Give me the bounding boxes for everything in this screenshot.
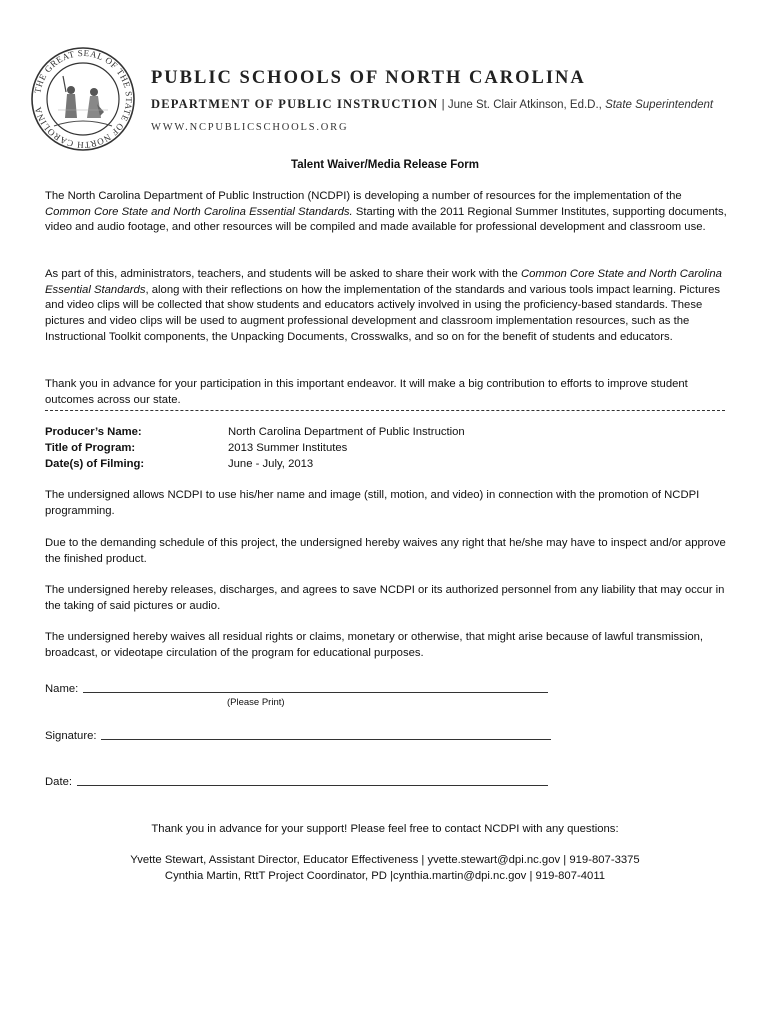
intro-p1-text: The North Carolina Department of Public Instruction (NCDPI) is developing a number of resources for the implementation of the [45,190,682,202]
intro-p1-text-end: Starting with the 2011 Regional Summer Institutes, supporting documents, video and audio footage, and other resources will be compiled and made available for professional development and classroom use. [45,205,727,234]
svg-text:THE GREAT SEAL OF THE STATE OF: THE GREAT SEAL OF THE STATE OF NORTH CAROLINA [32,47,135,151]
intro-paragraph-1 [45,189,730,236]
producer-value: North Carolina Department of Public Instruction [228,426,465,438]
dates-value: June - July, 2013 [228,458,314,470]
date-label: Date: [45,776,73,788]
intro-p2-italic: Common Core State and North Carolina Essential Standards [45,268,722,296]
header-website: WWW.NCPUBLICSCHOOLS.ORG [151,122,349,133]
dates-label: Date(s) of Filming: [45,458,145,470]
state-seal-logo [30,46,136,152]
name-hint: (Please Print) [227,697,285,708]
intro-paragraph-2 [45,267,730,346]
superintendent-name: June St. Clair Atkinson, Ed.D., [447,99,606,111]
terms-paragraph-1: The undersigned allows NCDPI to use his/her name and image (still, motion, and video) in connection with the promotion of NCDPI programming. [45,489,700,517]
intro-p2-text: As part of this, administrators, teachers, and students will be asked to share their work with the [45,268,521,280]
program-value: 2013 Summer Institutes [228,442,348,454]
signature-input-line[interactable] [101,739,551,740]
name-input-line[interactable] [83,692,548,693]
program-label: Title of Program: [45,442,136,454]
terms-paragraph-3: The undersigned hereby releases, discharges, and agrees to save NCDPI or its authorized personnel from any liability that may occur in the taking of said pictures or audio. [45,584,725,612]
footer-thanks: Thank you in advance for your support! Please feel free to contact NCDPI with any questions: [151,823,619,835]
footer-contact-1: Yvette Stewart, Assistant Director, Educator Effectiveness | yvette.stewart@dpi.nc.gov | 919-807-3375 [130,854,640,866]
footer-contact-2: Cynthia Martin, RttT Project Coordinator, PD |cynthia.martin@dpi.nc.gov | 919-807-4011 [164,870,606,882]
signature-label: Signature: [45,730,97,742]
header-separator: | [438,99,448,111]
header-title: PUBLIC SCHOOLS OF NORTH CAROLINA [151,68,586,88]
form-title: Talent Waiver/Media Release Form [291,159,479,171]
intro-paragraph-3: Thank you in advance for your participation in this important endeavor. It will make a big contribution to efforts to improve student outcomes across our state. [45,378,688,406]
intro-p2-text-end: , along with their reflections on how the implementation of the standards and various tools impact learning. Pictures and video clips will be collected that show students and educators actively involved in using the proficiency-based standards. These pictures and video clips will be used to augment professional development and classroom implementation resources, such as the Instructional Toolkit components, the Unpacking Documents, Crosswalks, and so on for the benefit of students and educators. [45,283,721,343]
intro-p1-italic: Common Core State and North Carolina Essential Standards. [45,205,353,218]
superintendent-title: State Superintendent [605,99,714,111]
terms-paragraph-2: Due to the demanding schedule of this project, the undersigned hereby waives any right that he/she may have to inspect and/or approve the finished product. [45,537,726,565]
terms-paragraph-4: The undersigned hereby waives all residual rights or claims, monetary or otherwise, that might arise because of lawful transmission, broadcast, or videotape circulation of the program for educational purposes. [45,631,704,659]
department-name: DEPARTMENT OF PUBLIC INSTRUCTION [151,97,439,111]
name-label: Name: [45,683,79,695]
producer-label: Producer’s Name: [45,426,142,438]
dashed-divider [45,410,725,411]
date-input-line[interactable] [77,785,548,786]
header-department-line [151,97,713,112]
